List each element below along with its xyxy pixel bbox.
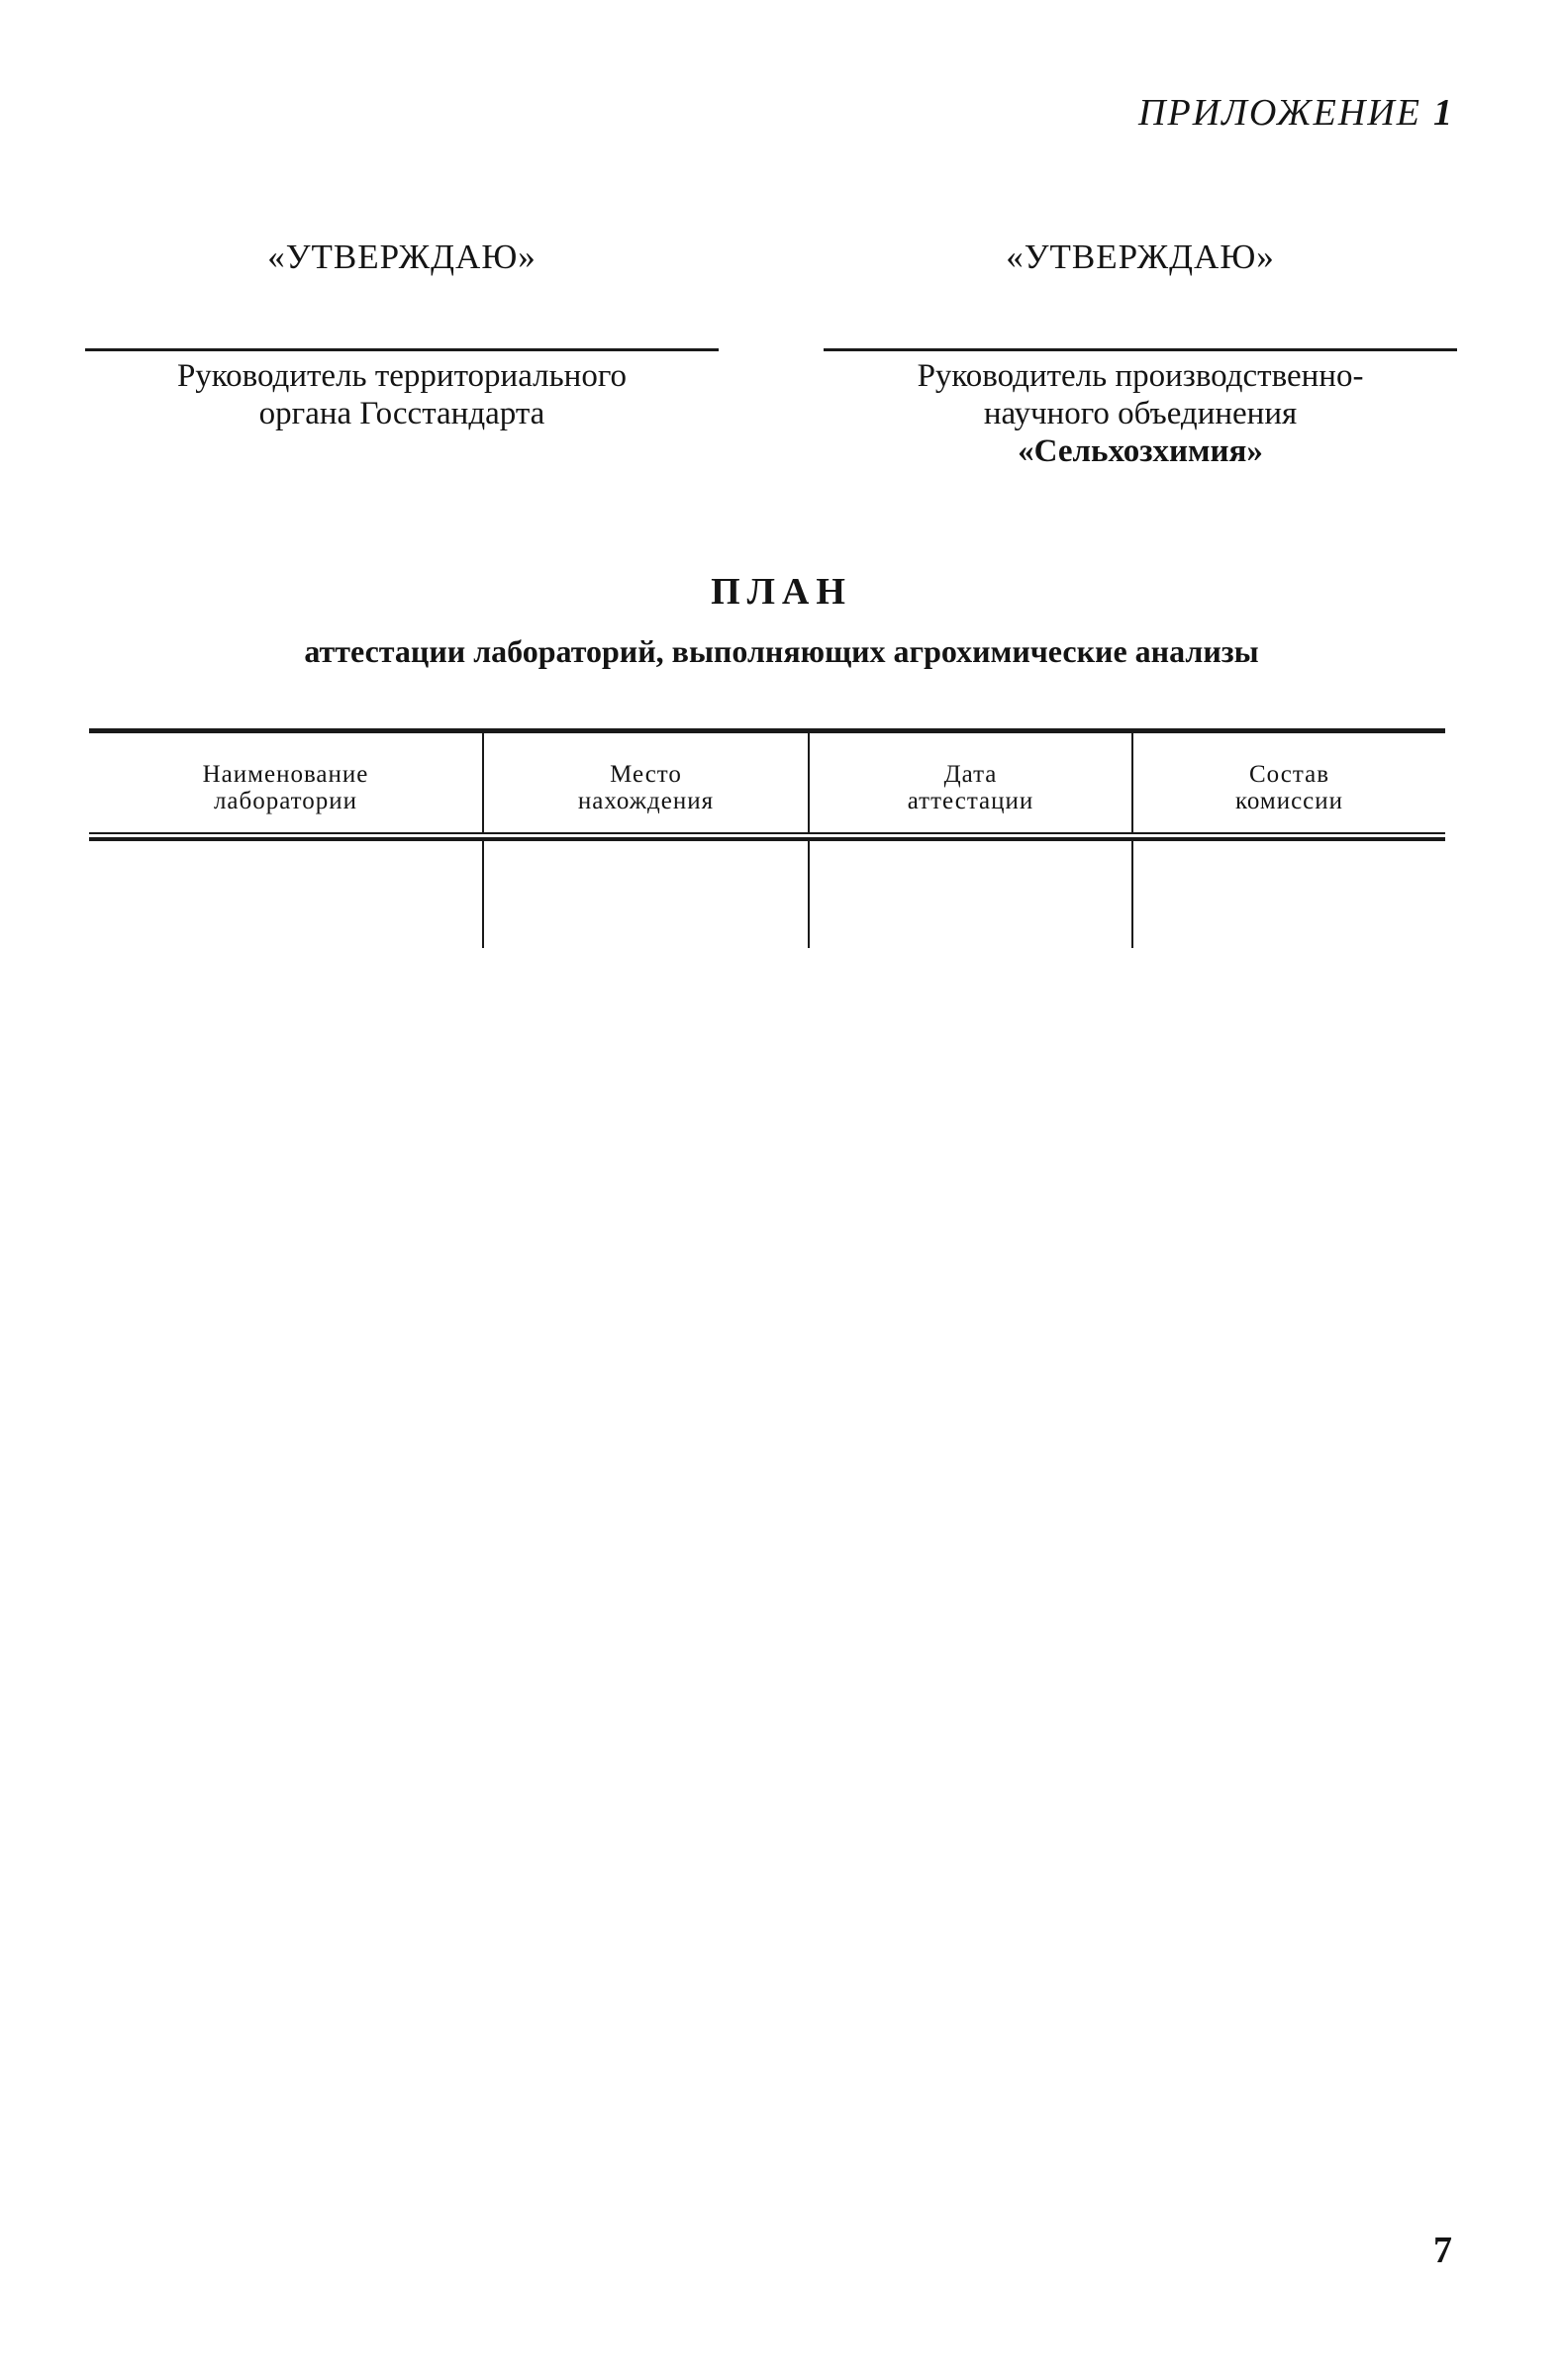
- approval-title-right: «УТВЕРЖДАЮ»: [1006, 238, 1275, 276]
- column-header-date-line2: аттестации: [907, 788, 1034, 814]
- column-header-commission: [1133, 733, 1445, 832]
- column-header-location: [484, 733, 810, 832]
- plan-subtitle: аттестации лабораторий, выполняющих агрохимические анализы: [304, 633, 1259, 669]
- plan-title: ПЛАН: [711, 571, 852, 613]
- approval-role-right: [824, 357, 1457, 470]
- approval-role-right-line2: научного объединения: [983, 396, 1298, 431]
- appendix-label: [1138, 91, 1454, 135]
- approval-role-left: [85, 357, 719, 432]
- page-number: 7: [1433, 2230, 1452, 2271]
- approval-block-left: [85, 238, 719, 432]
- approval-role-left-line1: Руководитель территориального: [176, 358, 628, 394]
- appendix-number: 1: [1433, 92, 1454, 134]
- column-header-lab-name-line1: Наименование: [202, 761, 369, 788]
- signature-line-right: [824, 348, 1457, 351]
- approval-role-right-line3: «Сельхозхимия»: [1018, 433, 1263, 469]
- column-header-location-line2: нахождения: [577, 788, 715, 814]
- approval-role-left-line2: органа Госстандарта: [258, 396, 545, 431]
- approval-title-left: «УТВЕРЖДАЮ»: [267, 238, 537, 276]
- column-header-commission-line2: комиссии: [1234, 788, 1344, 814]
- table-cell-commission: [1133, 841, 1445, 948]
- signature-line-left: [85, 348, 719, 351]
- appendix-label-text: ПРИЛОЖЕНИЕ: [1138, 92, 1421, 134]
- table-cell-date: [810, 841, 1133, 948]
- table-header-row: [89, 733, 1445, 832]
- table-header-double-rule: [89, 832, 1445, 841]
- column-header-commission-line1: Состав: [1248, 761, 1330, 788]
- table-cell-lab-name: [89, 841, 484, 948]
- approval-block-right: [824, 238, 1457, 470]
- column-header-lab-name: [89, 733, 484, 832]
- column-header-date-line1: Дата: [943, 761, 998, 788]
- table-cell-location: [484, 841, 810, 948]
- approval-role-right-line1: Руководитель производственно-: [917, 358, 1364, 394]
- column-header-date: [810, 733, 1133, 832]
- table-row: [89, 841, 1445, 948]
- column-header-location-line1: Место: [610, 761, 682, 788]
- plan-table: [89, 728, 1445, 948]
- column-header-lab-name-line2: лаборатории: [213, 788, 358, 814]
